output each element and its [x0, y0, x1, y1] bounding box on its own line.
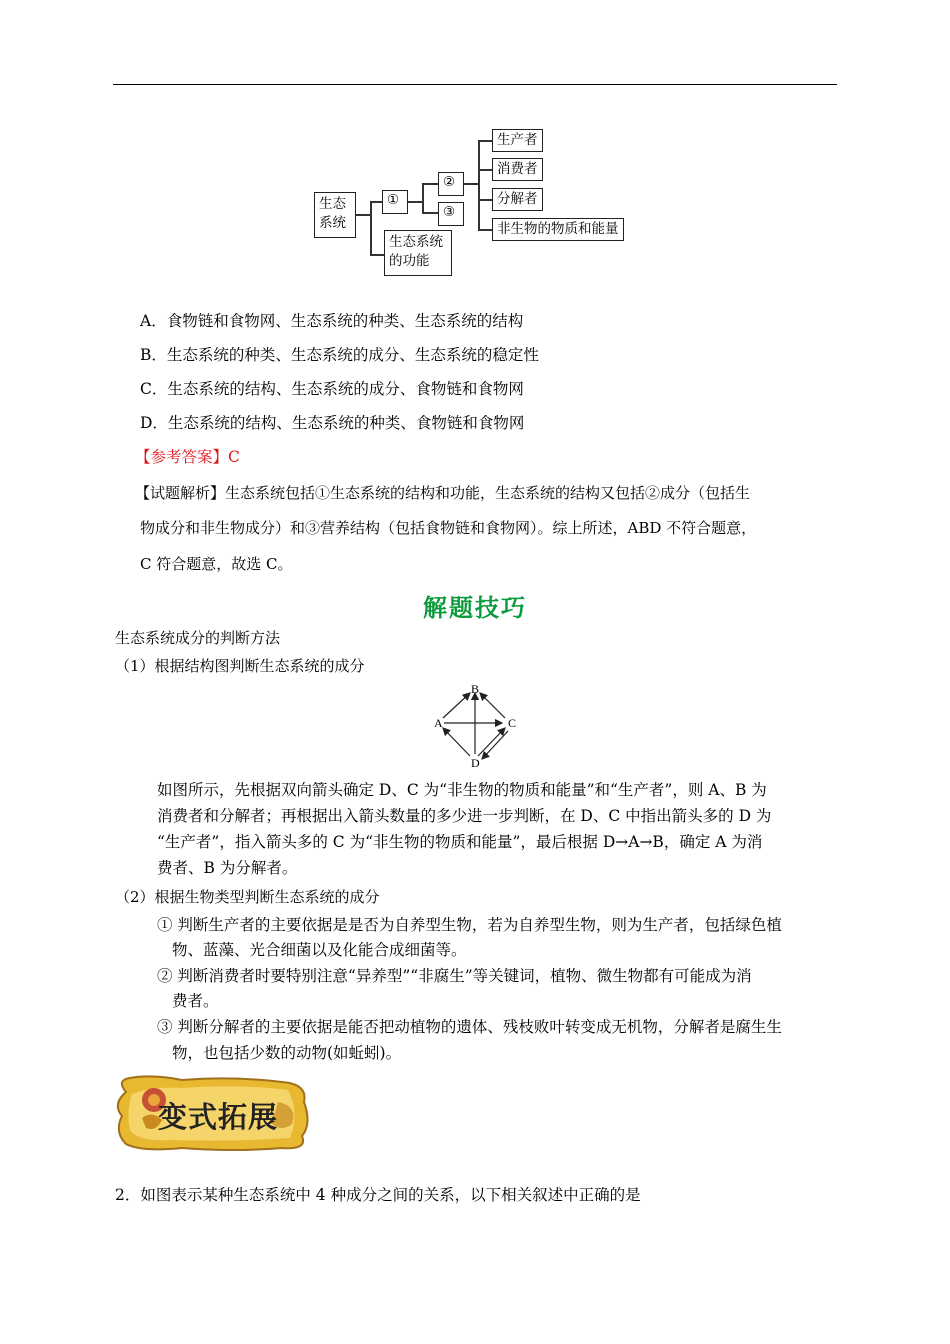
analysis-line-1: 【试题解析】生态系统包括①生态系统的结构和功能，生态系统的结构又包括②成分（包括生 — [135, 484, 751, 502]
para1-line-1: 如图所示，先根据双向箭头确定 D、C 为“非生物的物质和能量”和“生产者”，则 A、B 为 — [157, 781, 767, 799]
point-3-line-2: 物，也包括少数的动物(如蚯蚓)。 — [172, 1044, 402, 1062]
question-2: 2．如图表示某种生态系统中 4 种成分之间的关系，以下相关叙述中正确的是 — [115, 1186, 641, 1204]
label-d: D — [471, 756, 480, 770]
box-producer: 生产者 — [492, 129, 543, 152]
option-c: C．生态系统的结构、生态系统的成分、食物链和食物网 — [140, 380, 524, 398]
box-3: ③ — [438, 202, 464, 226]
point-1-line-1: ① 判断生产者的主要依据是是否为自养型生物，若为自养型生物，则为生产者，包括绿色植 — [157, 916, 782, 934]
sub-heading-2: （2）根据生物类型判断生态系统的成分 — [115, 888, 380, 906]
box-consumer: 消费者 — [492, 158, 543, 181]
option-a: A．食物链和食物网、生态系统的种类、生态系统的结构 — [140, 312, 524, 330]
sub-heading-1: （1）根据结构图判断生态系统的成分 — [115, 657, 365, 675]
box-ecosystem: 生态 系统 — [314, 192, 356, 238]
answer-label: 【参考答案】 — [135, 448, 229, 466]
label-a: A — [434, 716, 443, 730]
point-2-line-1: ② 判断消费者时要特别注意“异养型”“非腐生”等关键词，植物、微生物都有可能成为消 — [157, 967, 752, 985]
box-abiotic: 非生物的物质和能量 — [492, 218, 624, 241]
answer-value: C — [228, 448, 240, 466]
para1-line-4: 费者、B 为分解者。 — [157, 859, 298, 877]
method-title: 生态系统成分的判断方法 — [115, 629, 281, 647]
option-b: B．生态系统的种类、生态系统的成分、生态系统的稳定性 — [140, 346, 539, 364]
point-3-line-1: ③ 判断分解者的主要依据是能否把动植物的遗体、残枝败叶转变成无机物，分解者是腐生生 — [157, 1018, 782, 1036]
box-2: ② — [438, 172, 464, 196]
header-rule — [113, 84, 837, 85]
option-d: D．生态系统的结构、生态系统的种类、食物链和食物网 — [140, 414, 525, 432]
label-b: B — [471, 682, 480, 696]
banner-title: 变式拓展 — [158, 1100, 279, 1134]
box-1: ① — [382, 190, 408, 214]
reference-answer — [135, 447, 240, 467]
point-1-line-2: 物、蓝藻、光合细菌以及化能合成细菌等。 — [172, 941, 467, 959]
analysis-line-3: C 符合题意，故选 C。 — [140, 555, 293, 573]
analysis-line-2: 物成分和非生物成分）和③营养结构（包括食物链和食物网）。综上所述，ABD 不符合题意， — [140, 519, 757, 537]
label-c: C — [508, 716, 517, 730]
para1-line-2: 消费者和分解者；再根据出入箭头数量的多少进一步判断，在 D、C 中指出箭头多的 D 为 — [157, 807, 772, 825]
box-function: 生态系统 的功能 — [384, 230, 452, 276]
box-decomposer: 分解者 — [492, 188, 543, 211]
section-title: 解题技巧 — [423, 593, 527, 622]
point-2-line-2: 费者。 — [172, 992, 219, 1010]
para1-line-3: “生产者”，指入箭头多的 C 为“非生物的物质和能量”，最后根据 D→A→B，确定 A 为消 — [157, 833, 763, 851]
